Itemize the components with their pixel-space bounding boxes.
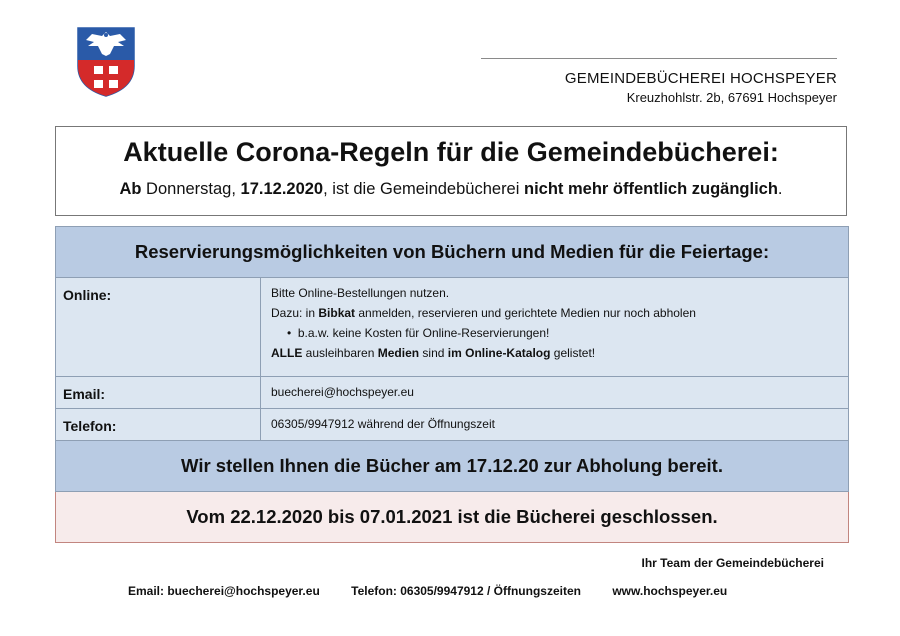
footer-phone: Telefon: 06305/9947912 / Öffnungszeiten — [351, 584, 581, 598]
rules-sub-text: , ist die Gemeindebücherei — [323, 180, 524, 198]
bibkat-link[interactable]: Bibkat — [318, 306, 356, 320]
rules-sub-ab: Ab — [119, 180, 142, 198]
email-value[interactable]: buecherei@hochspeyer.eu — [261, 377, 849, 409]
reservation-table — [55, 226, 849, 543]
phone-label: Telefon: — [56, 409, 261, 441]
online-line-1: Bitte Online-Bestellungen nutzen. — [271, 286, 450, 300]
online-label: Online: — [56, 278, 261, 377]
rules-subtitle — [56, 180, 846, 199]
org-name: GEMEINDEBÜCHEREI HOCHSPEYER — [564, 70, 837, 87]
footer — [128, 584, 727, 598]
signoff: Ihr Team der Gemeindebücherei — [641, 556, 824, 570]
coat-of-arms-logo — [76, 26, 136, 98]
rules-title: Aktuelle Corona-Regeln für die Gemeindebücherei: — [123, 137, 779, 167]
online-line-2-c: anmelden, reservieren und gerichtete Medien nur noch abholen — [355, 306, 696, 320]
header-divider — [481, 58, 837, 59]
online-line-4-c: Medien — [377, 346, 420, 360]
online-value — [261, 278, 849, 377]
online-catalog-link[interactable]: im Online-Katalog — [447, 346, 551, 360]
pickup-notice: Wir stellen Ihnen die Bücher am 17.12.20 zur Abholung bereit. — [56, 441, 849, 492]
corona-rules-box — [55, 126, 847, 216]
rules-sub-period: . — [777, 180, 783, 198]
table-row-online — [56, 278, 849, 377]
closure-notice: Vom 22.12.2020 bis 07.01.2021 ist die Bücherei geschlossen. — [56, 492, 849, 543]
footer-email[interactable]: Email: buecherei@hochspeyer.eu — [128, 584, 320, 598]
online-line-4-b: ausleihbaren — [302, 346, 378, 360]
rules-sub-date: 17.12.2020 — [240, 180, 324, 198]
phone-value: 06305/9947912 während der Öffnungszeit — [261, 409, 849, 441]
online-line-4-a: ALLE — [271, 346, 303, 360]
online-line-2 — [271, 306, 841, 320]
reservation-heading: Reservierungsmöglichkeiten von Büchern und Medien für die Feiertage: — [56, 227, 849, 278]
rules-sub-weekday: Donnerstag, — [141, 180, 241, 198]
coat-of-arms-eagle-cross-icon — [78, 28, 134, 96]
table-row-email — [56, 377, 849, 409]
footer-website-link[interactable]: www.hochspeyer.eu — [612, 584, 728, 598]
rules-sub-closed: nicht mehr öffentlich zugänglich — [524, 180, 778, 198]
table-row-phone — [56, 409, 849, 441]
online-line-4 — [271, 346, 841, 360]
online-line-4-d: sind — [419, 346, 448, 360]
org-address: Kreuzhohlstr. 2b, 67691 Hochspeyer — [626, 90, 837, 105]
online-line-2-a: Dazu: in — [271, 306, 319, 320]
bullet-icon: • — [287, 326, 292, 340]
online-bullet — [271, 326, 841, 340]
online-bullet-text: b.a.w. keine Kosten für Online-Reservierungen! — [297, 326, 550, 340]
online-line-4-f: gelistet! — [550, 346, 596, 360]
email-label: Email: — [56, 377, 261, 409]
